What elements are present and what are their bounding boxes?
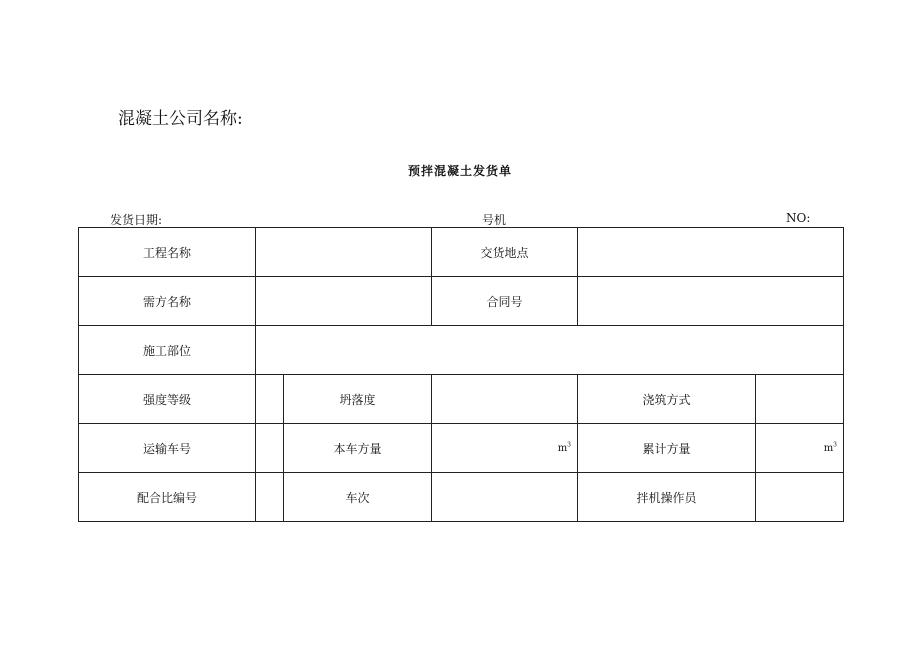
construction-part-label: 施工部位 (79, 326, 256, 375)
truck-volume-field[interactable] (432, 424, 578, 473)
mixer-operator-label: 拌机操作员 (578, 473, 756, 522)
mix-ratio-no-field[interactable] (256, 473, 284, 522)
table-row (79, 326, 844, 375)
trip-no-field[interactable] (432, 473, 578, 522)
trip-no-label: 车次 (284, 473, 432, 522)
slump-field[interactable] (432, 375, 578, 424)
table-row (79, 424, 844, 473)
contract-no-label: 合同号 (432, 277, 578, 326)
document-number-label: NO: (786, 211, 811, 225)
truck-no-label: 运输车号 (79, 424, 256, 473)
slump-label: 坍落度 (284, 375, 432, 424)
table-row (79, 375, 844, 424)
delivery-form-table (78, 227, 844, 522)
pouring-method-field[interactable] (756, 375, 844, 424)
cumulative-volume-field[interactable] (756, 424, 844, 473)
buyer-name-label: 需方名称 (79, 277, 256, 326)
truck-volume-label: 本车方量 (284, 424, 432, 473)
table-row (79, 277, 844, 326)
delivery-place-field[interactable] (578, 228, 844, 277)
contract-no-field[interactable] (578, 277, 844, 326)
strength-grade-field[interactable] (256, 375, 284, 424)
truck-no-field[interactable] (256, 424, 284, 473)
cubic-meter-unit: $m^3$ (823, 441, 837, 455)
company-name-label: 混凝土公司名称: (118, 109, 243, 129)
project-name-field[interactable] (256, 228, 432, 277)
pouring-method-label: 浇筑方式 (578, 375, 756, 424)
strength-grade-label: 强度等级 (79, 375, 256, 424)
cubic-meter-unit: $m^3$ (557, 441, 571, 455)
table-row (79, 473, 844, 522)
delivery-place-label: 交货地点 (432, 228, 578, 277)
delivery-date-label: 发货日期: (110, 213, 163, 227)
machine-number-label: 号机 (482, 213, 507, 227)
construction-part-field[interactable] (256, 326, 844, 375)
mix-ratio-no-label: 配合比编号 (79, 473, 256, 522)
page-title: 预拌混凝土发货单 (407, 164, 512, 178)
project-name-label: 工程名称 (79, 228, 256, 277)
cumulative-volume-label: 累计方量 (578, 424, 756, 473)
buyer-name-field[interactable] (256, 277, 432, 326)
table-row (79, 228, 844, 277)
mixer-operator-field[interactable] (756, 473, 844, 522)
